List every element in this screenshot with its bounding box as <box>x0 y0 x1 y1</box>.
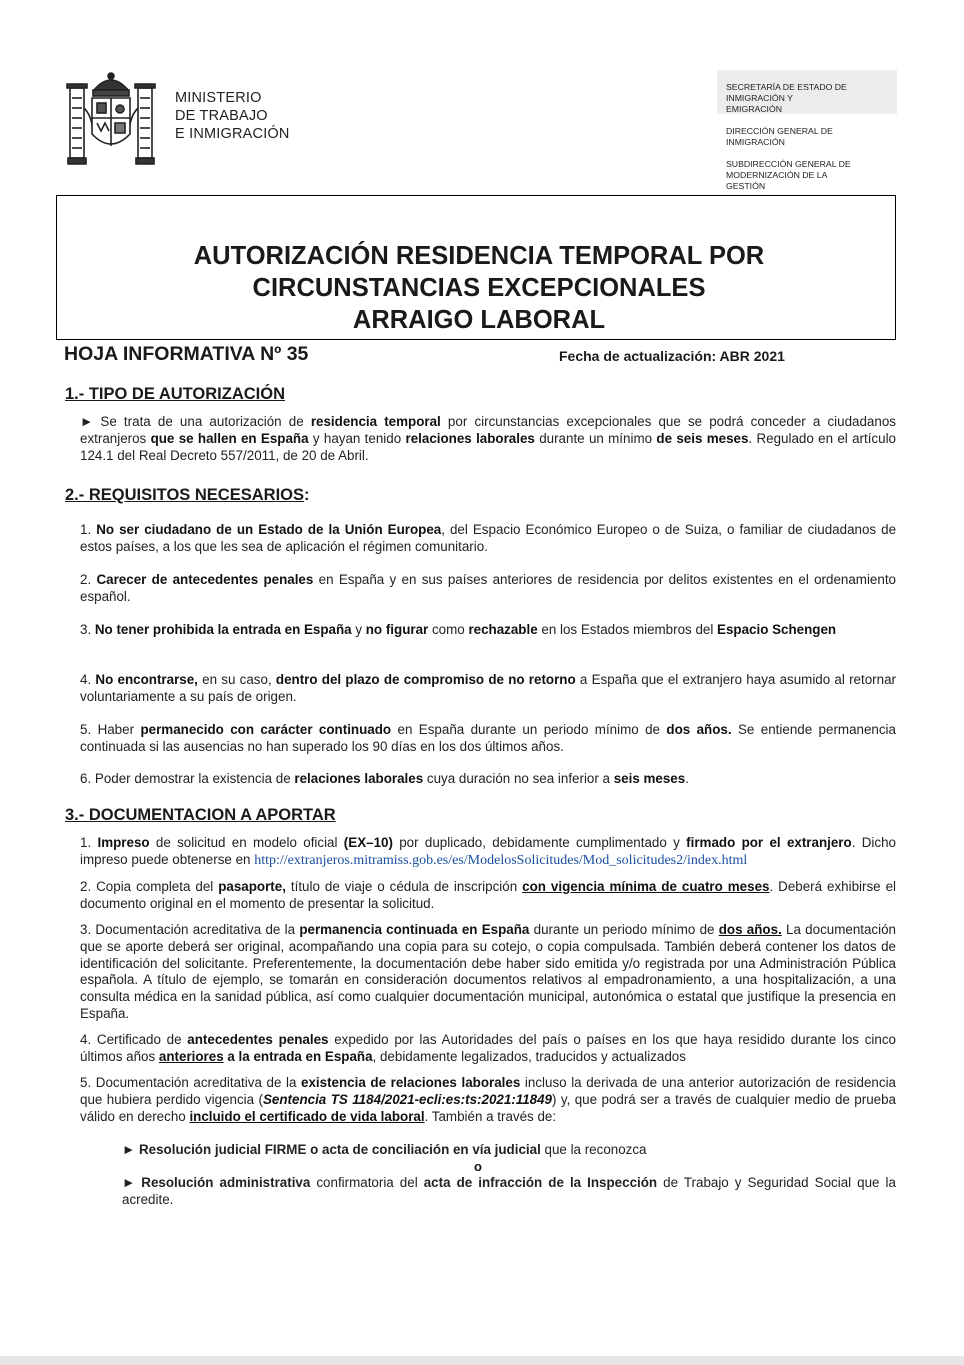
directorate-label <box>726 126 891 148</box>
section-heading <box>65 385 285 404</box>
section-heading-text: 3.- DOCUMENTACION A APORTAR <box>65 806 336 824</box>
bold-run: dos años. <box>718 922 782 937</box>
text-run: cuya duración no sea inferior a <box>423 771 614 786</box>
text-run: . Dicho impreso puede obtenerse en <box>80 835 896 867</box>
text-run: expedido por las Autoridades del país o países en los que haya residido durante los cinco últimos años <box>80 1032 896 1064</box>
document-item <box>80 835 896 870</box>
org-line: SECRETARÍA DE ESTADO DE <box>726 82 847 92</box>
title-line: AUTORIZACIÓN RESIDENCIA TEMPORAL POR <box>193 242 765 270</box>
text-run: como <box>428 622 469 637</box>
paragraph <box>80 414 896 464</box>
bold-run: relaciones laborales <box>294 771 424 786</box>
sheet-number: HOJA INFORMATIVA Nº 35 <box>64 343 309 365</box>
bold-run: a la entrada en España <box>227 1048 373 1064</box>
coat-of-arms-logo <box>64 68 158 166</box>
org-line: SUBDIRECCIÓN GENERAL DE <box>726 159 851 169</box>
bold-run: permanencia continuada en España <box>299 922 530 937</box>
document-item <box>80 879 896 913</box>
text-run: 6. Poder demostrar la existencia de <box>80 771 295 786</box>
text-run: . Regulado en el artículo 124.1 del Real Decreto 557/2011, de 20 de Abril. <box>80 430 896 463</box>
text-run: 3. Documentación acreditativa de la <box>80 922 300 937</box>
bold-run: que se hallen en España <box>150 430 309 446</box>
bold-run: acta de infracción de la Inspección <box>423 1175 658 1190</box>
heading-suffix: : <box>304 486 310 504</box>
text-run: , debidamente legalizados, traducidos y actualizados <box>372 1048 686 1064</box>
text-run: a España que el extranjero haya asumido al retornar voluntariamente a su país de origen. <box>80 672 896 704</box>
bold-run: dentro del plazo de compromiso de no retorno <box>275 672 576 687</box>
org-line: INMIGRACIÓN Y <box>726 93 793 103</box>
requirement-item <box>80 622 896 639</box>
requirement-item <box>80 722 896 756</box>
bold-run: dos años. <box>666 722 732 737</box>
bold-run: ► Resolución administrativa <box>122 1175 311 1190</box>
org-line: DIRECCIÓN GENERAL DE <box>726 126 833 136</box>
text-run: durante un mínimo <box>534 430 657 446</box>
text-run: , del Espacio Económico Europeo o de Suiza, o familiar de ciudadanos de estos países, a los que les sea de aplicación el régimen comunitario. <box>80 522 897 554</box>
text-run: . <box>685 771 689 786</box>
text-run: por circunstancias excepcionales que se podrá conceder a ciudadanos extranjeros <box>80 414 896 446</box>
bold-run: relaciones laborales <box>405 430 535 446</box>
text-run: 4. Certificado de <box>80 1032 188 1047</box>
title-line: CIRCUNSTANCIAS EXCEPCIONALES <box>252 274 706 302</box>
text-run: durante un periodo mínimo de <box>529 922 719 937</box>
forms-link[interactable]: http://extranjeros.mitramiss.gob.es/es/ModelosSolicitudes/Mod_solicitudes2/index.html <box>254 852 748 868</box>
text-run: y hayan tenido <box>308 430 406 446</box>
or-separator: o <box>474 1159 482 1174</box>
bold-run: Sentencia TS 1184/2021-ecli:es:ts:2021:11849 <box>263 1091 552 1107</box>
text-run: 5. Haber <box>80 722 141 737</box>
text-run: en su caso, <box>197 672 276 687</box>
text-run: confirmatoria del <box>310 1175 424 1190</box>
text-run: 3. <box>80 622 95 637</box>
text-run: 5. Documentación acreditativa de la <box>80 1075 302 1090</box>
text-run: 2. <box>80 572 97 587</box>
bold-run: de seis meses <box>656 430 749 446</box>
text-run: en España y en sus países anteriores de residencia por delitos existentes en el ordenamiento español. <box>80 572 896 604</box>
bold-run: No tener prohibida la entrada en España <box>94 622 352 637</box>
text-run: ► Se trata de una autorización de <box>80 414 311 429</box>
bold-run: No encontrarse, <box>95 672 198 687</box>
section-heading <box>65 806 336 825</box>
text-run: incluso la derivada de una anterior autorización de residencia que hubiera perdido vigencia ( <box>80 1075 896 1107</box>
document-title <box>56 240 902 336</box>
document-item <box>80 1075 896 1125</box>
text-run: de solicitud en modelo oficial <box>149 835 344 850</box>
bold-run: incluido el certificado de vida laboral <box>189 1108 425 1124</box>
bold-run: Impreso <box>97 835 150 850</box>
secretariat-label <box>726 82 891 115</box>
bold-run: No ser ciudadano de un Estado de la Unión Europea <box>96 522 442 537</box>
requirement-item <box>80 522 896 556</box>
ministry-line: DE TRABAJO <box>175 108 268 124</box>
text-run: en España durante un periodo mínimo de <box>391 722 667 737</box>
text-run: La documentación que se aporte deberá ser original, acompañando una copia para su cotejo, o copia compulsada. También deberá contener los datos de identificación del solicitante. Preferentemente, la documentación debe haber sido emitida y/o registrada por una Administración Pública española. A título de ejemplo, se tomarán en consideración documentos relativos al empadronamiento, a una hospitalización, a una consulta médica en la sanidad pública, así como cualquier documentación municipal, autonómica o estatal que justifique la presencia en España. <box>80 922 896 1021</box>
org-line: GESTIÓN <box>726 181 766 191</box>
text-run: título de viaje o cédula de inscripción <box>285 879 523 894</box>
bold-run: no figurar <box>365 622 429 637</box>
text-run: Se entiende permanencia continuada si las ausencias no han superado los 90 días en los dos últimos años. <box>80 722 896 754</box>
text-run: 1. <box>80 522 97 537</box>
text-run: 4. <box>80 672 96 687</box>
text-run: y <box>351 622 366 637</box>
requirement-item <box>80 672 896 706</box>
subdirectorate-label <box>726 159 891 192</box>
org-line: EMIGRACIÓN <box>726 104 782 114</box>
bold-run: firmado por el extranjero <box>686 835 852 850</box>
bold-run: ► Resolución judicial FIRME o acta de conciliación en vía judicial <box>122 1142 541 1157</box>
section-heading-text: 1.- TIPO DE AUTORIZACIÓN <box>65 385 286 403</box>
text-run: . Deberá exhibirse el documento original en el momento de presentar la solicitud. <box>80 879 896 911</box>
document-item <box>80 922 896 1023</box>
bold-run: Espacio Schengen <box>717 622 837 637</box>
bold-run: con vigencia mínima de cuatro meses <box>522 879 770 894</box>
bold-run: anteriores <box>158 1048 224 1064</box>
sub-bullet <box>122 1142 896 1159</box>
bold-run: existencia de relaciones laborales <box>301 1075 521 1090</box>
text-run: 1. <box>80 835 98 850</box>
text-run: que la reconozca <box>540 1142 647 1157</box>
section-heading-text: 2.- REQUISITOS NECESARIOS <box>65 486 304 504</box>
ministry-line: E INMIGRACIÓN <box>175 126 290 142</box>
text-run: de Trabajo y Seguridad Social que la acredite. <box>122 1175 896 1207</box>
update-date: Fecha de actualización: ABR 2021 <box>559 348 785 364</box>
page-bottom-edge <box>0 1356 964 1365</box>
bold-run: permanecido con carácter continuado <box>140 722 392 737</box>
bold-run: (EX–10) <box>343 835 393 850</box>
text-run: . También a través de: <box>424 1108 557 1124</box>
document-item <box>80 1032 896 1066</box>
org-line: INMIGRACIÓN <box>726 137 785 147</box>
text-run: por duplicado, debidamente cumplimentado y <box>392 835 687 850</box>
title-line: ARRAIGO LABORAL <box>352 306 606 334</box>
bold-run: pasaporte, <box>218 879 286 894</box>
bold-run: rechazable <box>468 622 538 637</box>
ministry-name <box>175 89 290 143</box>
requirement-item <box>80 771 896 788</box>
bold-run: residencia temporal <box>310 414 441 429</box>
text-run: 2. Copia completa del <box>80 879 219 894</box>
ministry-line: MINISTERIO <box>175 90 262 106</box>
bold-run: antecedentes penales <box>187 1032 329 1047</box>
text-run: ) y, que podrá ser a través de cualquier medio de prueba válido en derecho <box>80 1091 896 1124</box>
bold-run: seis meses <box>613 771 686 786</box>
sub-bullet <box>122 1175 896 1209</box>
section-heading <box>65 486 310 505</box>
requirement-item <box>80 572 896 606</box>
org-line: MODERNIZACIÓN DE LA <box>726 170 828 180</box>
text-run: en los Estados miembros del <box>537 622 718 637</box>
bold-run: Carecer de antecedentes penales <box>96 572 314 587</box>
